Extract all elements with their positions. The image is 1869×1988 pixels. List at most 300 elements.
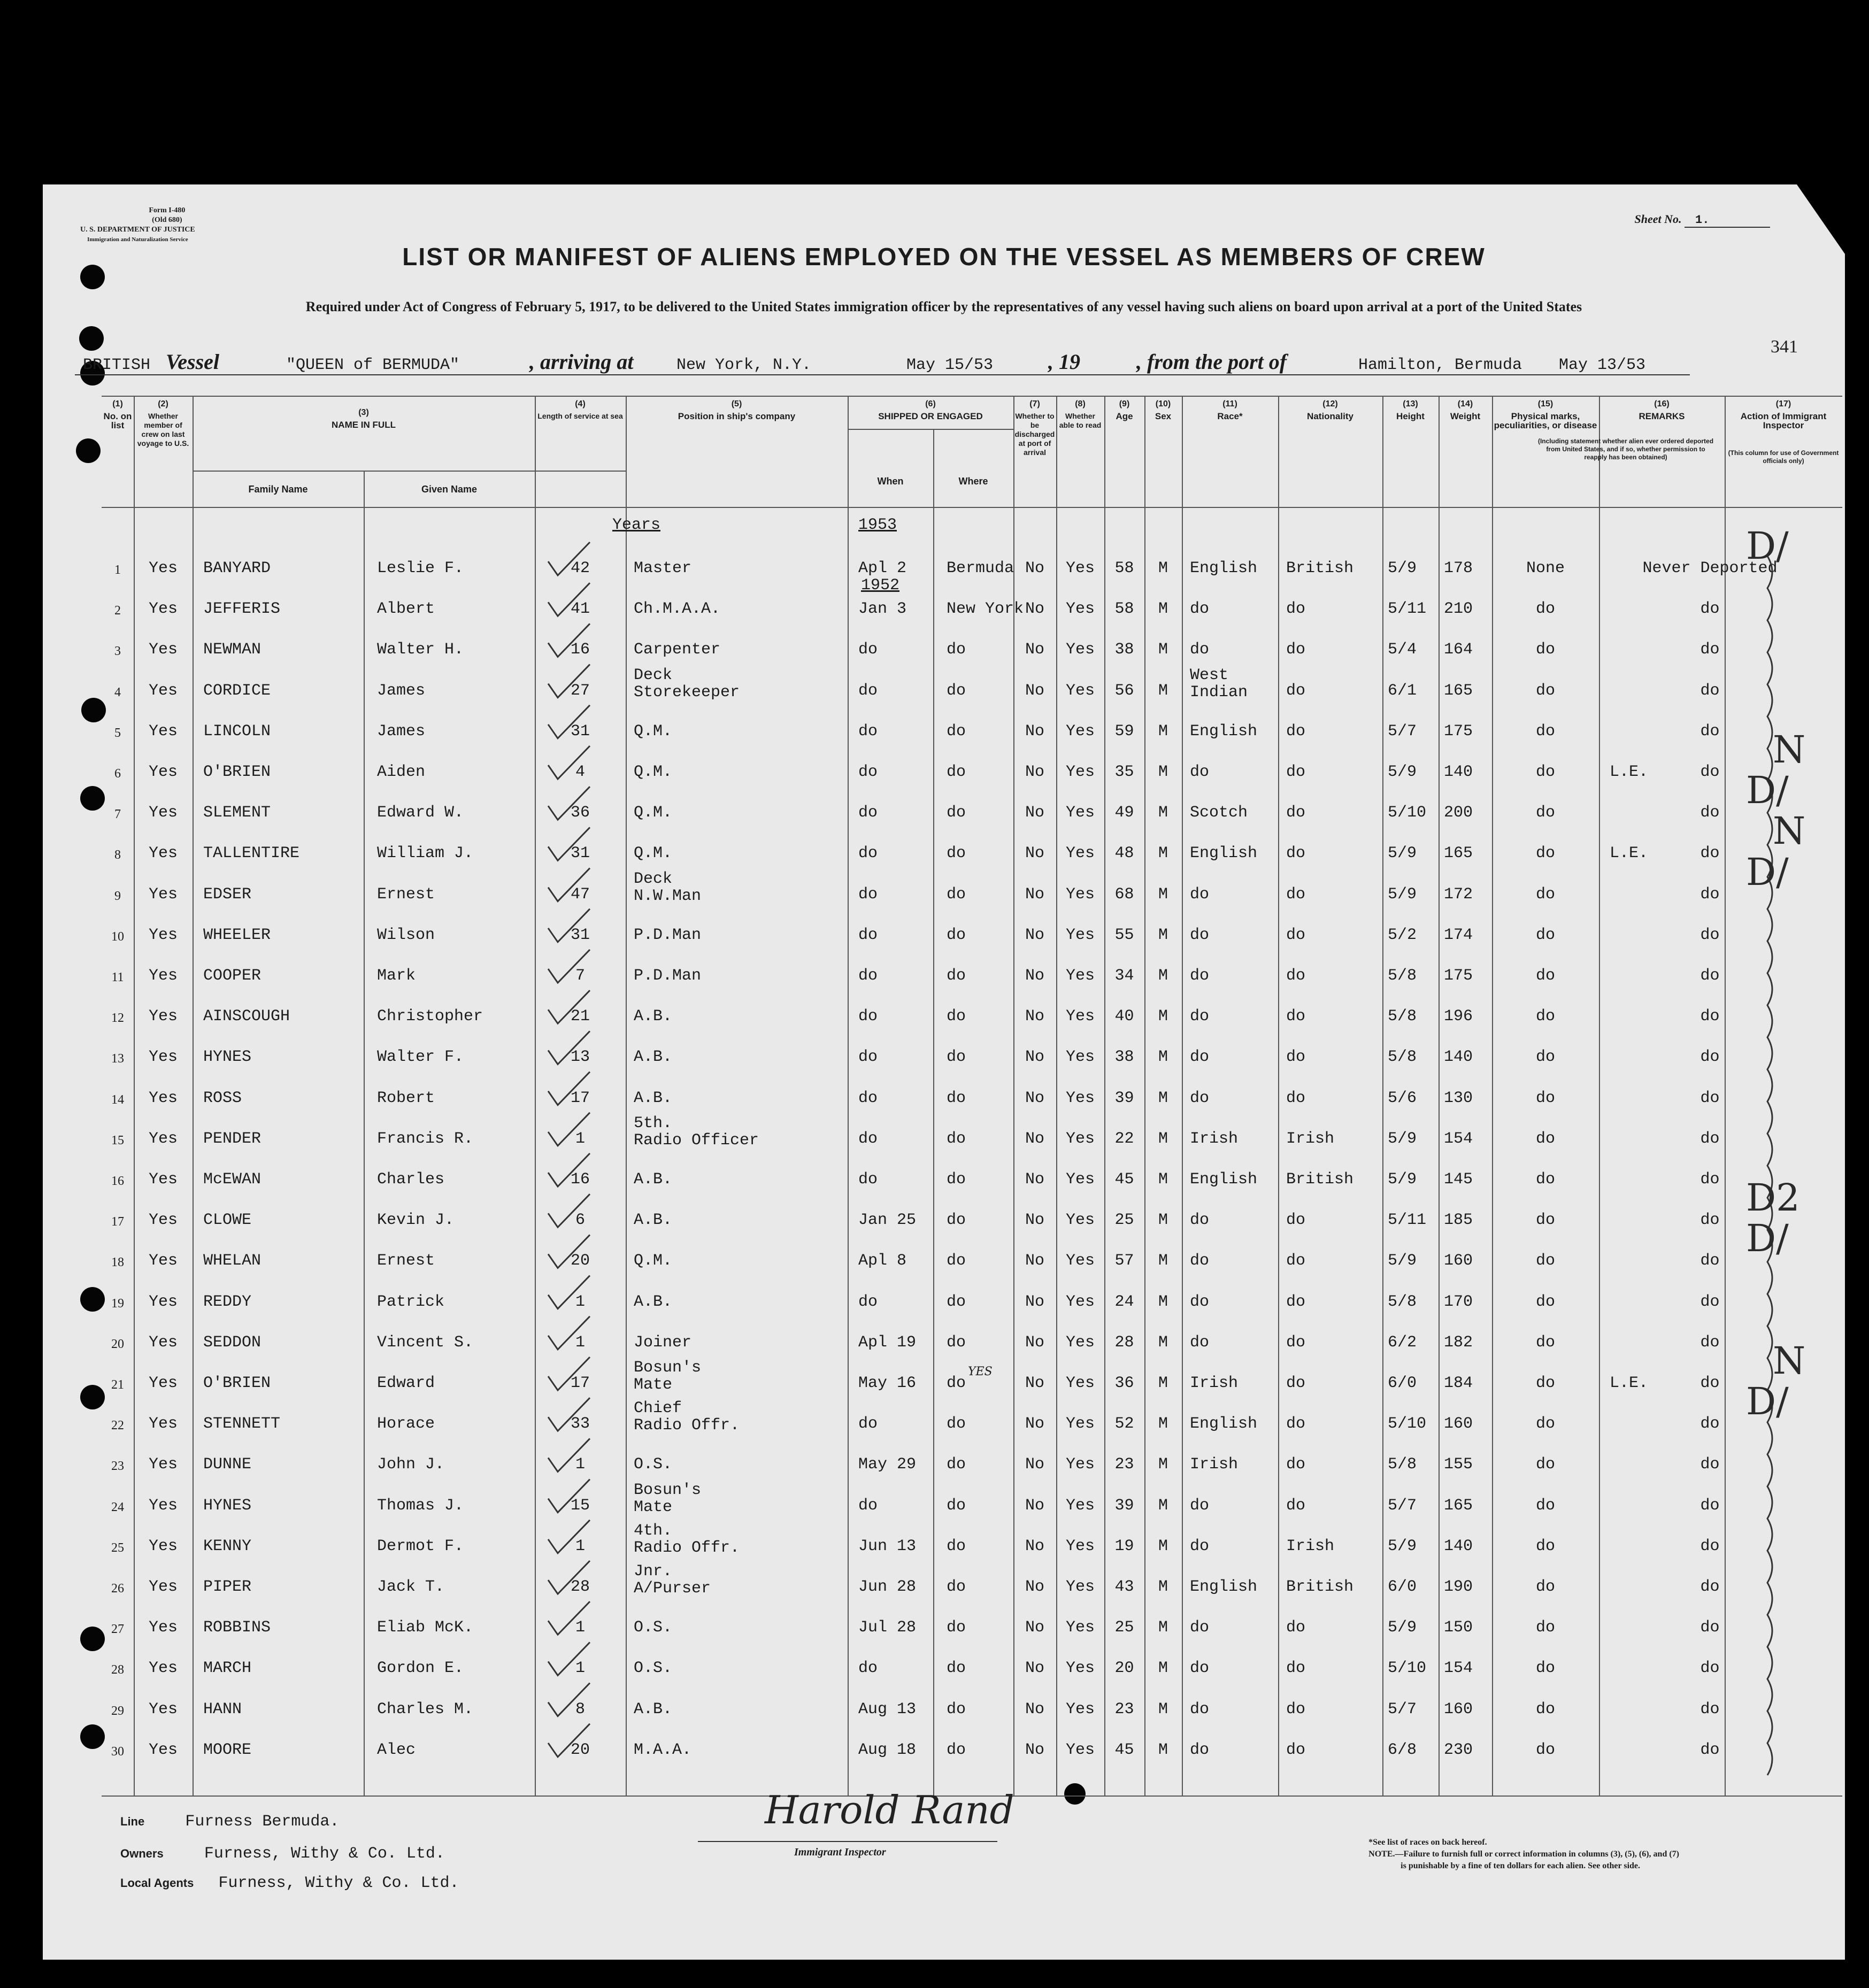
cell-height: 5/9 xyxy=(1388,763,1417,781)
cell-no: 20 xyxy=(111,1337,124,1351)
cell-years: 36 xyxy=(570,804,590,822)
cell-remarks: L.E. xyxy=(1610,1374,1649,1392)
cell-given: Charles xyxy=(377,1170,445,1189)
check-mark xyxy=(548,1235,590,1268)
cell-sex: M xyxy=(1158,1129,1168,1148)
cell-marks: do xyxy=(1535,844,1555,863)
cell-no: 2 xyxy=(114,604,121,618)
cell-crew: Yes xyxy=(148,1700,178,1719)
cell-position: O.S. xyxy=(634,1619,673,1637)
cell-years: 47 xyxy=(570,885,590,904)
cell-when: do xyxy=(858,722,878,741)
cell-sex: M xyxy=(1158,967,1168,985)
cell-disch: No xyxy=(1025,885,1044,904)
inspector-bracket xyxy=(1725,396,1842,1797)
column-header-12: (12) Nationality xyxy=(1307,399,1353,421)
cell-age: 57 xyxy=(1114,1252,1134,1270)
cell-remarks2: do xyxy=(1700,681,1720,700)
check-mark xyxy=(548,1398,590,1431)
cell-crew: Yes xyxy=(148,1374,178,1392)
cell-when: Aug 13 xyxy=(858,1700,917,1719)
cell-age: 36 xyxy=(1114,1374,1134,1392)
cell-remarks2: do xyxy=(1700,1252,1720,1270)
cell-given: Walter F. xyxy=(377,1048,464,1067)
cell-no: 7 xyxy=(114,807,121,822)
cell-height: 5/9 xyxy=(1388,1537,1417,1555)
cell-race: do xyxy=(1190,885,1210,904)
cell-crew: Yes xyxy=(148,1170,178,1189)
cell-race: Irish xyxy=(1190,1374,1239,1392)
cell-disch: No xyxy=(1025,1048,1044,1067)
cell-marks: do xyxy=(1535,885,1555,904)
cell-weight: 155 xyxy=(1444,1455,1473,1474)
cell-remarks2: do xyxy=(1700,1007,1720,1026)
cell-family: McEWAN xyxy=(203,1170,261,1189)
cell-race: do xyxy=(1190,1700,1210,1719)
cell-height: 6/0 xyxy=(1388,1578,1417,1596)
cell-where: do xyxy=(947,763,966,781)
cell-years: 20 xyxy=(570,1740,590,1759)
cell-position: A.B. xyxy=(634,1170,673,1189)
manifest-sheet: Form I-480 (Old 680) U. S. DEPARTMENT OF JUSTICE Immigration and Naturalization Service Sheet No. 1. LIST OR MANIFEST OF ALIENS EMPLOYED ON THE VESSEL AS MEMBERS OF CREW Required under Act of Congress of February 5, 1917, to be delivered to the United States immigration officer by the representatives of any vessel having such aliens on board upon arrival at a port of the United States 341 BRITISH Vessel "QUEEN of BERMUDA" , arriving at New York, N.Y. May 15/53 , 19 , from the port of Hamilton, Bermuda May 13/53 (1) No. on list (2) Whether member of crew on last voyage to U.S. (3) NAME IN FULL (4) Length of service at sea (5) Position in ship's company (6) SHIPPED OR ENGAGED (7) Whether to be discharged at port of arrival (8) Whether able to read (9) Age (10) Sex (11) Race* (12) Nationality (13) Height (14) Weight (15) Physical marks, peculiarities, or disease (16) REMARKS (17) Action of Immigrant Inspector Family Name Given Name When Where (Including statement whether alien ever ordered deported from United States, and if so, whether permission to reapply has been obtained) (This column for use of Government officials only) Years 1953 1952 YES 1 Yes BANYARD Leslie F. 42 Master Apl 2 Bermuda No Yes 58 M English British 5/9 178 None Never Deported 2 Yes JEFFERIS Albert 41 Ch.M.A.A. Jan 3 New York No Yes 58 M do do 5/11 210 do do 3 Yes NEWMAN Walter H. 16 Carpenter do do No Yes 38 M do do 5/4 164 do do 4 Yes CORDICE James 27 Deck Storekeeper do do No Yes 56 M West Indian do 6/1 165 do do 5 Yes LINCOLN James 31 Q.M. do do No Yes 59 M English do 5/7 175 do do 6 Yes O'BRIEN Aiden 4 Q.M. do do No Yes 35 M do do 5/9 140 do L.E. do 7 Yes SLEMENT Edward W. 36 Q.M. do do No Yes 49 M Scotch do 5/10 200 do do 8 Yes TALLENTIRE William J. 31 Q.M. do do No Yes 48 M English do 5/9 165 do L.E. do 9 Yes EDSER Ernest 47 Deck N.W.Man do do No Yes 68 M do do 5/9 172 do do 10 Yes WHEELER Wilson 31 P.D.Man do do No Yes 55 M do do 5/2 174 do do 11 Yes COOPER Mark 7 P.D.Man do do No Yes 34 M do do 5/8 175 do do 12 Yes AINSCOUGH Christopher 21 A.B. do do No Yes 40 M do do 5/8 196 do do 13 Yes HYNES Walter F. 13 A.B. do do No Yes 38 M do do 5/8 140 do do 14 Yes ROSS Robert 17 A.B. do do No Yes 39 M do do 5/6 130 do do 15 Yes PENDER Francis R. 1 5th. Radio Officer do do No Yes 22 M Irish Irish 5/9 154 do do 16 Yes McEWAN Charles 16 A.B. do do No Yes 45 M English British 5/9 145 do do 17 Yes CLOWE Kevin J. 6 A.B. Jan 25 do No Yes 25 M do do 5/11 185 do do 18 Yes WHELAN Ernest 20 Q.M. Apl 8 do No Yes 57 M do do 5/9 160 do do 19 Yes REDDY Patrick 1 A.B. do do No Yes 24 M do do 5/8 170 do do 20 Yes SEDDON Vincent S. 1 Joiner Apl 19 do No Yes 28 M do do 6/2 182 do do 21 Yes O'BRIEN Edward 17 Bosun's Mate May 16 do No Yes 36 M Irish do 6/0 184 do L.E. do 22 Yes STENNETT Horace 33 Chief Radio Offr. do do No Yes 52 M English do 5/10 160 do do 23 Yes DUNNE John J. 1 O.S. May 29 do No Yes 23 M Irish do 5/8 155 do do 24 Yes HYNES Thomas J. 15 Bosun's Mate do do No Yes 39 M do do 5/7 165 do do 25 Yes KENNY Dermot F. 1 4th. Radio Offr. Jun 13 do No Yes 19 M do Irish 5/9 140 do do 26 Yes PIPER Jack T. 28 Jnr. A/Purser Jun 28 do No Yes 43 M English British 6/0 190 do do 27 Yes ROBBINS Eliab McK. 1 O.S. Jul 28 do No Yes 25 M do do 5/9 150 do do 28 Yes MARCH Gordon E. 1 O.S. do do No Yes 20 M do do 5/10 154 do do 29 Yes HANN Charles M. 8 A.B. Aug 13 do No Yes 23 M do do 5/7 160 do do 30 Yes MOORE Alec 20 M.A.A. Aug 18 do No Yes 45 M do do 6/8 230 do do D/ N D/ N D/ D2 D/ N D/ Line Furness Bermuda. Owners Furness, Withy & Co. Ltd. Local Agents Furness, Withy & Co. Ltd. Harold Rand Immigrant Inspector *See list of races on back hereof. NOTE.—Failure to furnish full or correct information in columns (3), (5), (6), and (7) is punishable by a fine of ten dollars for each alien. See other side. xyxy=(43,184,1845,1960)
cell-years: 41 xyxy=(570,600,590,619)
cell-height: 5/8 xyxy=(1388,1007,1417,1026)
cell-weight: 190 xyxy=(1444,1578,1473,1596)
cell-race: West Indian xyxy=(1190,666,1248,702)
cell-marks: do xyxy=(1535,1252,1555,1270)
cell-race: Scotch xyxy=(1190,804,1248,822)
cell-years: 16 xyxy=(570,641,590,659)
page-title: LIST OR MANIFEST OF ALIENS EMPLOYED ON THE VESSEL AS MEMBERS OF CREW xyxy=(402,243,1486,271)
cell-when: Jan 3 xyxy=(858,600,907,619)
cell-remarks2: do xyxy=(1700,641,1720,659)
cell-height: 5/9 xyxy=(1388,1129,1417,1148)
cell-sex: M xyxy=(1158,926,1168,944)
cell-sex: M xyxy=(1158,1252,1168,1270)
cell-given: Wilson xyxy=(377,926,435,944)
cell-no: 28 xyxy=(111,1663,124,1677)
cell-family: EDSER xyxy=(203,885,252,904)
check-mark xyxy=(548,746,590,779)
cell-remarks2: do xyxy=(1700,926,1720,944)
inspector-mark: N xyxy=(1773,1339,1806,1383)
cell-nat: do xyxy=(1286,1415,1306,1434)
cell-age: 56 xyxy=(1114,681,1134,700)
cell-marks: do xyxy=(1535,1048,1555,1067)
cell-given: Vincent S. xyxy=(377,1333,474,1352)
footnote: *See list of races on back hereof. NOTE.—Failure to furnish full or correct information in columns (3), (5), (6), and (7) is punishable by a fine of ten dollars for each alien. See other side. xyxy=(1368,1838,1679,1870)
cell-where: do xyxy=(947,1129,966,1148)
cell-given: Francis R. xyxy=(377,1129,474,1148)
cell-age: 25 xyxy=(1114,1211,1134,1230)
cell-where: do xyxy=(947,804,966,822)
cell-disch: No xyxy=(1025,1129,1044,1148)
cell-marks: do xyxy=(1535,1740,1555,1759)
cell-no: 11 xyxy=(111,970,124,984)
cell-position: Q.M. xyxy=(634,763,673,781)
cell-sex: M xyxy=(1158,1007,1168,1026)
cell-family: PIPER xyxy=(203,1578,252,1596)
cell-age: 20 xyxy=(1114,1659,1134,1678)
cell-family: ROSS xyxy=(203,1089,242,1107)
cell-where: do xyxy=(947,1578,966,1596)
cell-age: 35 xyxy=(1114,763,1134,781)
cell-marks: do xyxy=(1535,1211,1555,1230)
cell-weight: 140 xyxy=(1444,763,1473,781)
cell-crew: Yes xyxy=(148,1659,178,1678)
cell-sex: M xyxy=(1158,844,1168,863)
cell-age: 45 xyxy=(1114,1170,1134,1189)
cell-given: Alec xyxy=(377,1740,416,1759)
cell-nat: do xyxy=(1286,1700,1306,1719)
cell-nat: do xyxy=(1286,1496,1306,1515)
cell-marks: do xyxy=(1535,926,1555,944)
cell-position: Q.M. xyxy=(634,722,673,741)
cell-family: ROBBINS xyxy=(203,1619,271,1637)
cell-read: Yes xyxy=(1065,844,1095,863)
cell-height: 5/9 xyxy=(1388,844,1417,863)
cell-remarks2: do xyxy=(1700,1292,1720,1311)
cell-read: Yes xyxy=(1065,600,1095,619)
cell-race: English xyxy=(1190,722,1258,741)
check-mark xyxy=(548,1601,590,1635)
cell-read: Yes xyxy=(1065,1292,1095,1311)
cell-years: 1 xyxy=(575,1619,585,1637)
cell-disch: No xyxy=(1025,1252,1044,1270)
cell-crew: Yes xyxy=(148,1496,178,1515)
cell-nat: do xyxy=(1286,681,1306,700)
cell-family: MARCH xyxy=(203,1659,252,1678)
cell-marks: do xyxy=(1535,1089,1555,1107)
cell-marks: do xyxy=(1535,681,1555,700)
cell-weight: 175 xyxy=(1444,722,1473,741)
cell-remarks2: do xyxy=(1700,1170,1720,1189)
cell-where: do xyxy=(947,1455,966,1474)
cell-nat: do xyxy=(1286,1659,1306,1678)
cell-given: Edward W. xyxy=(377,804,464,822)
cell-where: do xyxy=(947,1496,966,1515)
cell-marks: do xyxy=(1535,1007,1555,1026)
check-mark xyxy=(548,950,590,983)
cell-sex: M xyxy=(1158,1374,1168,1392)
cell-crew: Yes xyxy=(148,559,178,577)
cell-sex: M xyxy=(1158,722,1168,741)
inspector-mark: D/ xyxy=(1746,850,1789,894)
cell-age: 24 xyxy=(1114,1292,1134,1311)
cell-position: Joiner xyxy=(634,1333,692,1352)
cell-no: 24 xyxy=(111,1500,124,1514)
cell-read: Yes xyxy=(1065,1659,1095,1678)
cell-nat: do xyxy=(1286,1252,1306,1270)
cell-no: 12 xyxy=(111,1011,124,1026)
cell-crew: Yes xyxy=(148,1252,178,1270)
cell-age: 38 xyxy=(1114,1048,1134,1067)
cell-when: do xyxy=(858,1089,878,1107)
cell-weight: 130 xyxy=(1444,1089,1473,1107)
cell-when: do xyxy=(858,763,878,781)
check-mark xyxy=(548,583,590,616)
cell-remarks2: do xyxy=(1700,1048,1720,1067)
check-mark xyxy=(548,1316,590,1350)
check-mark xyxy=(548,1194,590,1227)
cell-age: 22 xyxy=(1114,1129,1134,1148)
cell-family: WHEELER xyxy=(203,926,271,944)
cell-weight: 160 xyxy=(1444,1700,1473,1719)
cell-sex: M xyxy=(1158,1089,1168,1107)
cell-age: 58 xyxy=(1114,600,1134,619)
sheet-number: Sheet No. 1. xyxy=(1635,212,1771,228)
cell-age: 34 xyxy=(1114,967,1134,985)
cell-position: Ch.M.A.A. xyxy=(634,600,721,619)
cell-weight: 150 xyxy=(1444,1619,1473,1637)
departure-port: Hamilton, Bermuda xyxy=(1358,356,1522,374)
cell-height: 5/8 xyxy=(1388,1455,1417,1474)
cell-crew: Yes xyxy=(148,722,178,741)
cell-position: Deck N.W.Man xyxy=(634,869,702,905)
cell-crew: Yes xyxy=(148,1415,178,1434)
page-subtitle: Required under Act of Congress of February 5, 1917, to be delivered to the United States immigration officer by the representatives of any vessel having such aliens on board upon arrival at a port of the United States xyxy=(305,299,1582,314)
cell-nat: do xyxy=(1286,1374,1306,1392)
cell-no: 4 xyxy=(114,685,121,699)
cell-nat: do xyxy=(1286,1048,1306,1067)
cell-marks: do xyxy=(1535,600,1555,619)
cell-weight: 182 xyxy=(1444,1333,1473,1352)
cell-crew: Yes xyxy=(148,1537,178,1555)
cell-sex: M xyxy=(1158,1537,1168,1555)
cell-disch: No xyxy=(1025,1619,1044,1637)
cell-sex: M xyxy=(1158,885,1168,904)
check-mark xyxy=(548,1276,590,1309)
cell-when: do xyxy=(858,681,878,700)
cell-disch: No xyxy=(1025,1455,1044,1474)
cell-age: 43 xyxy=(1114,1578,1134,1596)
inspector-label: Immigrant Inspector xyxy=(794,1846,886,1858)
cell-family: HYNES xyxy=(203,1496,252,1515)
cell-read: Yes xyxy=(1065,885,1095,904)
punch-hole xyxy=(76,438,101,463)
check-mark xyxy=(548,1031,590,1064)
cell-read: Yes xyxy=(1065,967,1095,985)
column-header-15: (15) Physical marks, peculiarities, or disease xyxy=(1494,399,1597,430)
cell-nat: do xyxy=(1286,1333,1306,1352)
cell-race: Irish xyxy=(1190,1129,1239,1148)
cell-where: do xyxy=(947,1170,966,1189)
cell-when: Apl 8 xyxy=(858,1252,907,1270)
cell-height: 6/8 xyxy=(1388,1740,1417,1759)
cell-years: 15 xyxy=(570,1496,590,1515)
cell-remarks2: do xyxy=(1700,804,1720,822)
cell-read: Yes xyxy=(1065,1415,1095,1434)
cell-given: Ernest xyxy=(377,885,435,904)
cell-position: O.S. xyxy=(634,1455,673,1474)
cell-disch: No xyxy=(1025,1415,1044,1434)
cell-marks: do xyxy=(1535,1700,1555,1719)
cell-nat: do xyxy=(1286,641,1306,659)
cell-read: Yes xyxy=(1065,1619,1095,1637)
cell-where: do xyxy=(947,1007,966,1026)
cell-given: Walter H. xyxy=(377,641,464,659)
column-header-16: (16) REMARKS xyxy=(1639,399,1685,421)
cell-years: 1 xyxy=(575,1333,585,1352)
cell-remarks2: do xyxy=(1700,967,1720,985)
cell-no: 23 xyxy=(111,1459,124,1474)
cell-nat: do xyxy=(1286,1211,1306,1230)
cell-where: do xyxy=(947,722,966,741)
cell-no: 8 xyxy=(114,848,121,862)
cell-given: Kevin J. xyxy=(377,1211,455,1230)
cell-given: Charles M. xyxy=(377,1700,474,1719)
cell-crew: Yes xyxy=(148,763,178,781)
column-header-2: (2) Whether member of crew on last voyage to U.S. xyxy=(137,399,189,448)
cell-age: 28 xyxy=(1114,1333,1134,1352)
cell-given: Robert xyxy=(377,1089,435,1107)
cell-family: BANYARD xyxy=(203,559,271,577)
cell-family: AINSCOUGH xyxy=(203,1007,290,1026)
cell-disch: No xyxy=(1025,804,1044,822)
cell-where: do xyxy=(947,1252,966,1270)
cell-sex: M xyxy=(1158,1455,1168,1474)
line-value: Furness Bermuda. xyxy=(185,1813,340,1831)
cell-read: Yes xyxy=(1065,1170,1095,1189)
cell-marks: do xyxy=(1535,1455,1555,1474)
cell-disch: No xyxy=(1025,1089,1044,1107)
cell-age: 48 xyxy=(1114,844,1134,863)
cell-where: do xyxy=(947,967,966,985)
cell-weight: 140 xyxy=(1444,1048,1473,1067)
cell-where: do xyxy=(947,1333,966,1352)
cell-no: 25 xyxy=(111,1540,124,1555)
cell-nat: do xyxy=(1286,804,1306,822)
cell-disch: No xyxy=(1025,1170,1044,1189)
cell-age: 52 xyxy=(1114,1415,1134,1434)
cell-height: 5/8 xyxy=(1388,1292,1417,1311)
cell-remarks2: do xyxy=(1700,1415,1720,1434)
cell-weight: 184 xyxy=(1444,1374,1473,1392)
cell-crew: Yes xyxy=(148,1292,178,1311)
cell-when: Apl 19 xyxy=(858,1333,917,1352)
cell-age: 23 xyxy=(1114,1455,1134,1474)
cell-where: do xyxy=(947,1659,966,1678)
cell-years: 42 xyxy=(570,559,590,577)
cell-family: SEDDON xyxy=(203,1333,261,1352)
cell-height: 5/8 xyxy=(1388,1048,1417,1067)
cell-age: 59 xyxy=(1114,722,1134,741)
cell-sex: M xyxy=(1158,1700,1168,1719)
cell-crew: Yes xyxy=(148,600,178,619)
cell-where: do xyxy=(947,1537,966,1555)
column-header-10: (10) Sex xyxy=(1155,399,1172,421)
column-header-14: (14) Weight xyxy=(1450,399,1481,421)
cell-nat: do xyxy=(1286,1619,1306,1637)
cell-position: P.D.Man xyxy=(634,967,702,985)
cell-weight: 140 xyxy=(1444,1537,1473,1555)
cell-no: 15 xyxy=(111,1133,124,1147)
cell-no: 27 xyxy=(111,1622,124,1637)
cell-height: 5/10 xyxy=(1388,804,1427,822)
cell-nat: do xyxy=(1286,926,1306,944)
cell-given: Edward xyxy=(377,1374,435,1392)
cell-race: do xyxy=(1190,1007,1210,1026)
year-1953: 1953 xyxy=(858,516,897,534)
cell-remarks2: do xyxy=(1700,1537,1720,1555)
cell-race: Irish xyxy=(1190,1455,1239,1474)
year-1952: 1952 xyxy=(861,576,900,595)
cell-position: A.B. xyxy=(634,1089,673,1107)
cell-nat: British xyxy=(1286,559,1354,577)
check-mark xyxy=(548,1683,590,1716)
cell-position: Chief Radio Offr. xyxy=(634,1399,740,1435)
cell-height: 6/1 xyxy=(1388,681,1417,700)
cell-disch: No xyxy=(1025,1374,1044,1392)
column-header-8: (8) Whether able to read xyxy=(1059,399,1102,429)
cell-height: 5/2 xyxy=(1388,926,1417,944)
cell-given: Jack T. xyxy=(377,1578,445,1596)
cell-sex: M xyxy=(1158,1659,1168,1678)
cell-remarks2: do xyxy=(1700,1333,1720,1352)
cell-disch: No xyxy=(1025,559,1044,577)
cell-no: 14 xyxy=(111,1092,124,1107)
cell-when: Jul 28 xyxy=(858,1619,917,1637)
cell-read: Yes xyxy=(1065,1578,1095,1596)
cell-where: do xyxy=(947,1048,966,1067)
cell-family: PENDER xyxy=(203,1129,261,1148)
cell-crew: Yes xyxy=(148,641,178,659)
column-header-17: (17) Action of Immigrant Inspector xyxy=(1740,399,1827,430)
cell-family: KENNY xyxy=(203,1537,252,1555)
check-mark xyxy=(548,542,590,575)
cell-position: Q.M. xyxy=(634,804,673,822)
cell-age: 49 xyxy=(1114,804,1134,822)
inspector-mark: D/ xyxy=(1746,524,1789,568)
cell-years: 1 xyxy=(575,1659,585,1678)
cell-remarks: L.E. xyxy=(1610,763,1649,781)
cell-disch: No xyxy=(1025,1578,1044,1596)
cell-position: Bosun's Mate xyxy=(634,1359,702,1394)
form-identifier: Form I-480 (Old 680) U. S. DEPARTMENT OF JUSTICE Immigration and Naturalization Service xyxy=(80,206,195,243)
cell-weight: 200 xyxy=(1444,804,1473,822)
column-header-3: (3) NAME IN FULL xyxy=(332,408,396,430)
cell-where: New York xyxy=(947,600,1024,619)
cell-where: do xyxy=(947,1292,966,1311)
cell-weight: 160 xyxy=(1444,1415,1473,1434)
cell-remarks2: do xyxy=(1700,1211,1720,1230)
cell-remarks2: do xyxy=(1700,1740,1720,1759)
owners-value: Furness, Withy & Co. Ltd. xyxy=(204,1845,445,1863)
cell-disch: No xyxy=(1025,1537,1044,1555)
cell-given: John J. xyxy=(377,1455,445,1474)
cell-weight: 185 xyxy=(1444,1211,1473,1230)
cell-race: do xyxy=(1190,763,1210,781)
cell-nat: do xyxy=(1286,1455,1306,1474)
cell-position: Carpenter xyxy=(634,641,721,659)
departure-date: May 13/53 xyxy=(1559,356,1646,374)
cell-crew: Yes xyxy=(148,804,178,822)
cell-weight: 170 xyxy=(1444,1292,1473,1311)
cell-crew: Yes xyxy=(148,1333,178,1352)
cell-crew: Yes xyxy=(148,681,178,700)
check-mark xyxy=(548,909,590,942)
cell-crew: Yes xyxy=(148,1740,178,1759)
cell-family: TALLENTIRE xyxy=(203,844,300,863)
cell-no: 19 xyxy=(111,1296,124,1311)
cell-race: English xyxy=(1190,1578,1258,1596)
cell-read: Yes xyxy=(1065,722,1095,741)
inspector-mark: D/ xyxy=(1746,1216,1789,1261)
cell-family: HANN xyxy=(203,1700,242,1719)
cell-remarks2: do xyxy=(1700,1455,1720,1474)
cell-read: Yes xyxy=(1065,804,1095,822)
cell-sex: M xyxy=(1158,1048,1168,1067)
